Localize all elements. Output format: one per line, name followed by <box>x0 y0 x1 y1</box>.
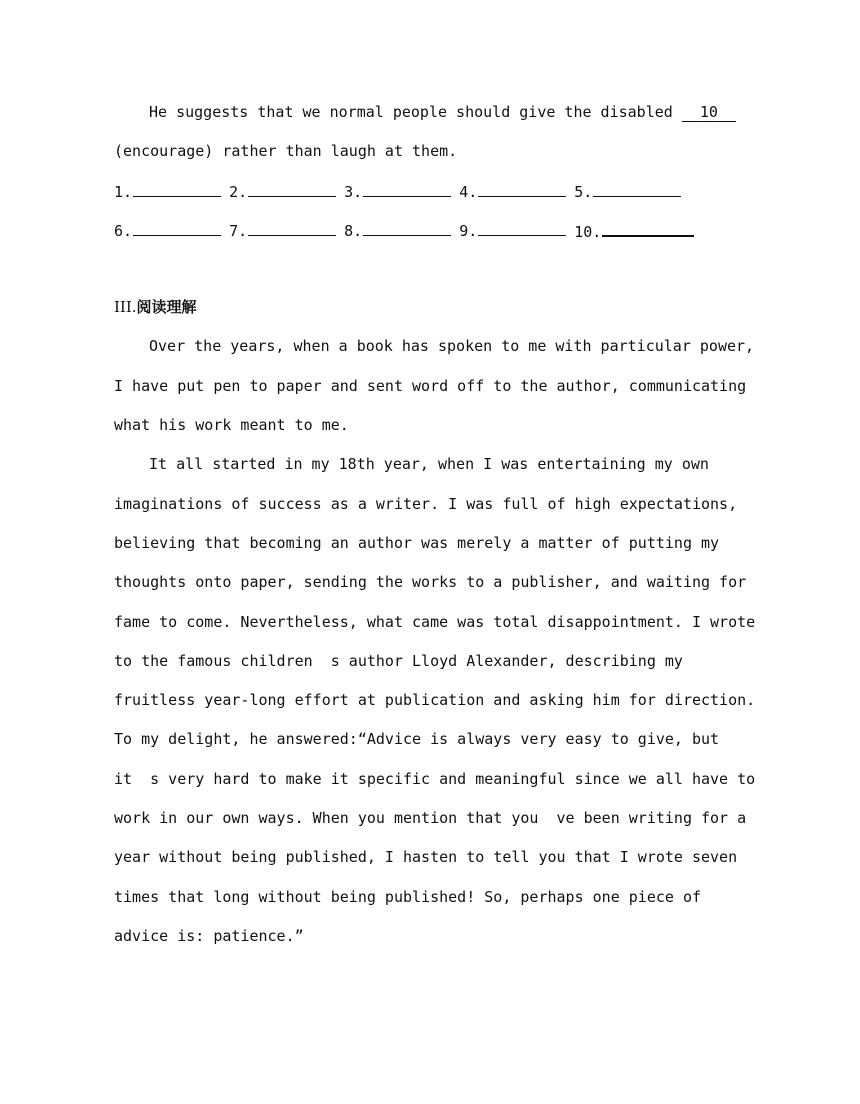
passage-line: to the famous children s author Lloyd Alexander, describing my <box>114 651 683 670</box>
blank-10: 10 <box>699 103 718 121</box>
answer-slot: 4. <box>459 178 566 217</box>
passage-line: year without being published, I hasten to tell you that I wrote seven <box>114 848 738 867</box>
answer-slot: 7. <box>229 217 336 256</box>
passage-line: advice is: patience.” <box>114 926 304 945</box>
answer-slot: 10. <box>574 217 694 256</box>
answer-slot: 6. <box>114 217 221 256</box>
passage-line: fame to come. Nevertheless, what came was total disappointment. I wrote <box>114 612 756 631</box>
exercise-sentence-line-2: (encourage) rather than laugh at them. <box>114 142 458 161</box>
passage-line: times that long without being published! So, perhaps one piece of <box>114 887 701 906</box>
answer-row-2 <box>114 217 754 256</box>
answer-slot: 3. <box>344 178 451 217</box>
answer-slot: 8. <box>344 217 451 256</box>
passage-line: To my delight, he answered:“Advice is always very easy to give, but <box>114 730 720 749</box>
passage-line: I have put pen to paper and sent word off to the author, communicating <box>114 376 747 395</box>
passage-line: imaginations of success as a writer. I was full of high expectations, <box>114 494 738 513</box>
passage-line: It all started in my 18th year, when I was entertaining my own <box>149 455 709 474</box>
passage-line: what his work meant to me. <box>114 416 349 435</box>
passage-line: it s very hard to make it specific and meaningful since we all have to <box>114 769 756 788</box>
passage-line: thoughts onto paper, sending the works to a publisher, and waiting for <box>114 573 747 592</box>
exercise-sentence-line-1 <box>114 99 754 138</box>
document-page <box>114 99 754 962</box>
answer-row-1 <box>114 178 754 217</box>
answer-slot: 1. <box>114 178 221 217</box>
answer-slot: 5. <box>574 178 681 217</box>
passage-line: work in our own ways. When you mention that you ve been writing for a <box>114 809 747 828</box>
answer-slot: 2. <box>229 178 336 217</box>
sentence-text: He suggests that we normal people should give the disabled <box>149 103 682 121</box>
passage-line: Over the years, when a book has spoken to me with particular power, <box>149 337 755 356</box>
passage-line: fruitless year-long effort at publication and asking him for direction. <box>114 691 756 710</box>
answer-slot: 9. <box>459 217 566 256</box>
passage-line: believing that becoming an author was merely a matter of putting my <box>114 533 720 552</box>
section-heading: III.阅读理解 <box>114 298 197 317</box>
